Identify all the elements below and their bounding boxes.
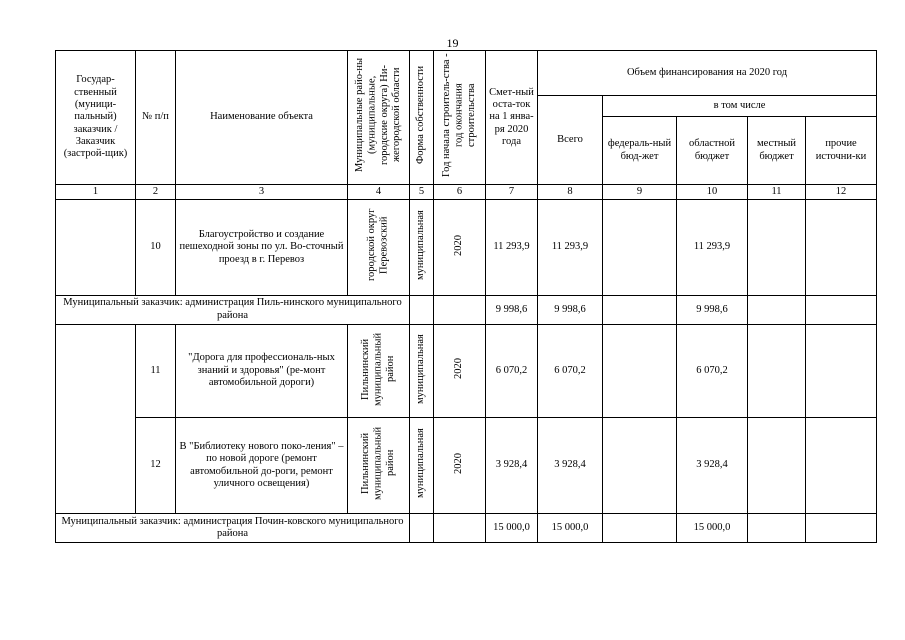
district-cell <box>348 418 410 514</box>
local-amount <box>748 200 806 295</box>
ownership-cell <box>410 514 434 543</box>
total-amount: 15 000,0 <box>538 514 603 543</box>
ownership-text: муниципальная <box>415 428 427 499</box>
header-other: прочие источни-ки <box>806 117 877 185</box>
column-number: 3 <box>176 185 348 200</box>
header-years-text: Год начала строитель-ства - год окончания строительства <box>440 53 477 178</box>
year-text: 2020 <box>453 234 465 256</box>
estimate-remainder: 9 998,6 <box>486 295 538 324</box>
regional-amount: 9 998,6 <box>677 295 748 324</box>
table-row <box>56 418 877 514</box>
row-number: 11 <box>136 324 176 417</box>
year-text: 2020 <box>453 358 465 380</box>
table-row <box>56 200 877 295</box>
total-amount: 6 070,2 <box>538 324 603 417</box>
estimate-remainder: 15 000,0 <box>486 514 538 543</box>
column-number: 5 <box>410 185 434 200</box>
other-amount <box>806 418 877 514</box>
other-amount <box>806 200 877 295</box>
district-cell <box>348 200 410 295</box>
ownership-cell <box>410 324 434 417</box>
estimate-remainder: 6 070,2 <box>486 324 538 417</box>
district-cell <box>348 324 410 417</box>
federal-amount <box>603 418 677 514</box>
header-district <box>348 51 410 185</box>
total-amount: 3 928,4 <box>538 418 603 514</box>
table-row <box>56 514 877 543</box>
table-row <box>56 295 877 324</box>
customer-cell <box>56 324 136 513</box>
year-cell <box>434 295 486 324</box>
object-name: Благоустройство и создание пешеходной зоны по ул. Во-сточный проезд в г. Перевоз <box>176 200 348 295</box>
federal-amount <box>603 200 677 295</box>
header-ownership-text: Форма собственности <box>415 66 427 165</box>
total-amount: 11 293,9 <box>538 200 603 295</box>
header-customer: Государ-ственный (муници-пальный) заказчик / Заказчик (застрой-щик) <box>56 51 136 185</box>
year-text: 2020 <box>453 452 465 474</box>
header-funding: Объем финансирования на 2020 год <box>538 51 877 96</box>
column-number: 8 <box>538 185 603 200</box>
district-text: Пильнинский муниципальный район <box>359 332 396 406</box>
regional-amount: 11 293,9 <box>677 200 748 295</box>
ownership-cell <box>410 200 434 295</box>
header-local: местный бюджет <box>748 117 806 185</box>
header-regional: областной бюджет <box>677 117 748 185</box>
local-amount <box>748 295 806 324</box>
other-amount <box>806 514 877 543</box>
year-cell <box>434 200 486 295</box>
column-number: 11 <box>748 185 806 200</box>
estimate-remainder: 3 928,4 <box>486 418 538 514</box>
column-number: 2 <box>136 185 176 200</box>
year-cell <box>434 514 486 543</box>
regional-amount: 6 070,2 <box>677 324 748 417</box>
year-cell <box>434 324 486 417</box>
row-number: 10 <box>136 200 176 295</box>
total-amount: 9 998,6 <box>538 295 603 324</box>
column-number: 6 <box>434 185 486 200</box>
financing-table <box>55 50 877 543</box>
federal-amount <box>603 295 677 324</box>
column-number: 10 <box>677 185 748 200</box>
header-district-text: Муниципальные райо-ны (муниципальные, городские округа) Ни-жегородской области <box>353 58 402 173</box>
federal-amount <box>603 514 677 543</box>
table-row <box>56 324 877 417</box>
ownership-cell <box>410 418 434 514</box>
local-amount <box>748 324 806 417</box>
ownership-cell <box>410 295 434 324</box>
other-amount <box>806 324 877 417</box>
ownership-text: муниципальная <box>415 210 427 281</box>
object-name: "Дорога для профессиональ-ных знаний и здоровья" (ре-монт автомобильной дороги) <box>176 324 348 417</box>
row-number: 12 <box>136 418 176 514</box>
header-years <box>434 51 486 185</box>
local-amount <box>748 418 806 514</box>
header-remainder: Смет-ный оста-ток на 1 янва-ря 2020 года <box>486 51 538 185</box>
year-cell <box>434 418 486 514</box>
regional-amount: 15 000,0 <box>677 514 748 543</box>
customer-label: Муниципальный заказчик: администрация Пиль-нинского муниципального района <box>56 295 410 324</box>
column-number: 1 <box>56 185 136 200</box>
column-number: 7 <box>486 185 538 200</box>
header-ownership <box>410 51 434 185</box>
header-object-name: Наименование объекта <box>176 51 348 185</box>
federal-amount <box>603 324 677 417</box>
customer-label: Муниципальный заказчик: администрация Почин-ковского муниципального района <box>56 514 410 543</box>
column-number: 12 <box>806 185 877 200</box>
header-number: № п/п <box>136 51 176 185</box>
district-text: городской округ Перевозский <box>366 209 390 282</box>
header-total: Всего <box>538 96 603 185</box>
column-number: 4 <box>348 185 410 200</box>
regional-amount: 3 928,4 <box>677 418 748 514</box>
column-number: 9 <box>603 185 677 200</box>
local-amount <box>748 514 806 543</box>
header-federal: федераль-ный бюд-жет <box>603 117 677 185</box>
object-name: В "Библиотеку нового поко-ления" – по новой дороге (ремонт автомобильной до-роги, ремонт уличного освещения) <box>176 418 348 514</box>
ownership-text: муниципальная <box>415 333 427 404</box>
other-amount <box>806 295 877 324</box>
district-text: Пильнинский муниципальный район <box>359 426 396 500</box>
page-number: 19 <box>446 36 459 50</box>
estimate-remainder: 11 293,9 <box>486 200 538 295</box>
customer-cell <box>56 200 136 295</box>
header-including: в том числе <box>603 96 877 117</box>
